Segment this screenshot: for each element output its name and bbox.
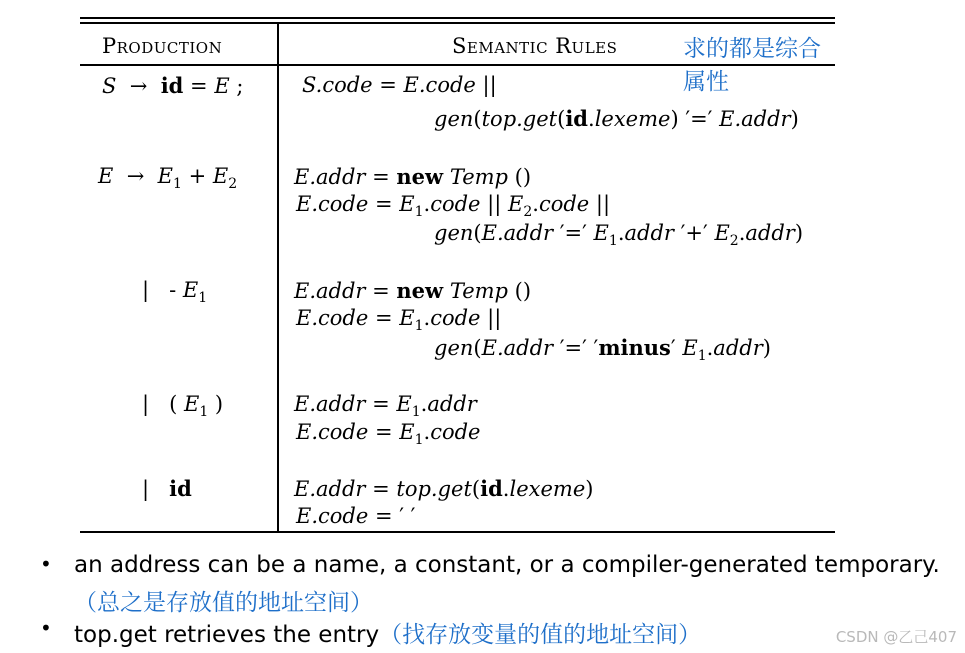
bullet-line <box>74 616 701 649</box>
header-rule <box>80 64 835 66</box>
header-semantic-rules: Semantic Rules <box>452 34 618 58</box>
rule-minus-code: E.code = $E_1.code$ || <box>296 306 502 335</box>
rule-plus-gen: gen(E.addr ′=′ $E_1.addr$ ′+′ $E_2.addr$) <box>434 221 804 250</box>
watermark: CSDN @乙己407 <box>835 628 957 646</box>
rule-s-gen: gen(top.get(id.lexeme) ′=′ E.addr) <box>434 106 799 131</box>
bullet-text: top.get retrieves the entry <box>74 622 380 648</box>
production-s-assign: S → id = E ; <box>102 73 244 98</box>
rule-plus-code: E.code = $E_1.code$ || $E_2.code$ || <box>296 192 611 221</box>
rule-paren-code: E.code = $E_1.code$ <box>296 420 481 449</box>
bullet-note <box>74 584 373 617</box>
rule-s-code: S.code = E.code || <box>302 73 497 97</box>
production-e-paren: | ( $E_1$ ) <box>142 392 224 421</box>
production-e-plus: $E \to E_1 + E_2$ <box>98 164 238 193</box>
rule-plus-addr: E.addr = new Temp () <box>294 164 532 189</box>
sdt-table <box>80 17 835 534</box>
rule-id-addr: E.addr = top.get(id.lexeme) <box>294 476 594 501</box>
top-rule <box>80 17 835 19</box>
rule-paren-addr: E.addr = $E_1.addr$ <box>294 392 477 421</box>
bullet-note-text: （总之是存放值的地址空间） <box>74 590 373 616</box>
top-rule-inner <box>80 22 835 24</box>
header-production: Production <box>102 34 223 58</box>
rule-minus-gen: gen(E.addr ′=′ ′minus′ $E_1.addr$) <box>434 335 771 365</box>
rule-id-code: E.code = ′ ′ <box>296 504 416 528</box>
bullet-dot-icon: • <box>40 552 52 576</box>
production-e-minus: | - $E_1$ <box>142 278 208 307</box>
column-divider <box>277 24 279 531</box>
header-note: 求的都是综合属性 <box>683 36 821 95</box>
rule-minus-addr: E.addr = new Temp () <box>294 278 532 303</box>
bullet-text: an address can be a name, a constant, or a compiler-generated temporary. <box>74 552 940 578</box>
bottom-rule <box>80 531 835 533</box>
bullet-note-text: （找存放变量的值的地址空间） <box>379 622 702 648</box>
production-e-id: | id <box>142 476 192 501</box>
bullet-dot-icon: • <box>40 616 52 640</box>
